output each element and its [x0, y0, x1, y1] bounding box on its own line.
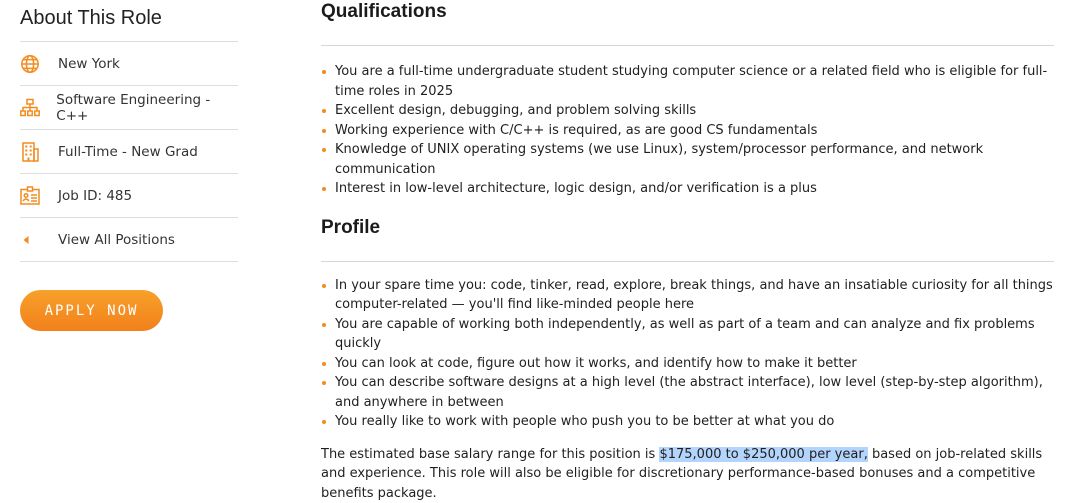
- sidebar-item-label: Software Engineering - C++: [56, 92, 238, 124]
- sidebar-item-job-id: [20, 174, 238, 218]
- list-item: You are a full-time undergraduate student studying computer science or a related field who is eligible for full-time roles in 2025: [321, 62, 1054, 101]
- apply-now-button[interactable]: APPLY NOW: [20, 290, 163, 331]
- sidebar: [20, 0, 238, 262]
- divider: [321, 45, 1054, 46]
- sidebar-item-label: Job ID: 485: [58, 188, 132, 204]
- list-item: You can describe software designs at a high level (the abstract interface), low level (step-by-step algorithm), and anywhere in between: [321, 373, 1054, 412]
- list-item: Excellent design, debugging, and problem solving skills: [321, 101, 1054, 121]
- list-item: Knowledge of UNIX operating systems (we use Linux), system/processor performance, and network communication: [321, 140, 1054, 179]
- globe-icon: [20, 54, 58, 74]
- profile-title: Profile: [321, 216, 1054, 240]
- profile-list: [321, 276, 1054, 432]
- id-badge-icon: [20, 186, 58, 206]
- list-item: You really like to work with people who push you to be better at what you do: [321, 412, 1054, 432]
- sidebar-title: About This Role: [20, 0, 238, 42]
- salary-paragraph: [321, 445, 1054, 503]
- list-item: In your spare time you: code, tinker, read, explore, break things, and have an insatiable curiosity for all things computer-related — you'll find like-minded people here: [321, 276, 1054, 315]
- view-all-positions-link[interactable]: [20, 218, 238, 262]
- org-chart-icon: [20, 98, 56, 118]
- qualifications-title: Qualifications: [321, 0, 1054, 24]
- caret-left-icon: [20, 230, 58, 250]
- sidebar-item-department: [20, 86, 238, 130]
- sidebar-item-employment-type: [20, 130, 238, 174]
- divider: [321, 261, 1054, 262]
- salary-text-before: The estimated base salary range for this position is: [321, 447, 659, 462]
- salary-text-after: based on job-related skills and experience. This role will also be eligible for discretionary performance-based bonuses and a competitive benefits package.: [321, 447, 1042, 501]
- sidebar-item-label: New York: [58, 56, 120, 72]
- sidebar-item-label: Full-Time - New Grad: [58, 144, 198, 160]
- list-item: Working experience with C/C++ is required, as are good CS fundamentals: [321, 121, 1054, 141]
- main-content: [321, 0, 1054, 503]
- sidebar-item-label: View All Positions: [58, 232, 175, 248]
- building-icon: [20, 142, 58, 162]
- sidebar-item-location: [20, 42, 238, 86]
- qualifications-list: [321, 62, 1054, 199]
- list-item: You can look at code, figure out how it works, and identify how to make it better: [321, 354, 1054, 374]
- salary-range-highlight: $175,000 to $250,000 per year,: [659, 447, 867, 462]
- list-item: You are capable of working both independently, as well as part of a team and can analyze and fix problems quickly: [321, 315, 1054, 354]
- list-item: Interest in low-level architecture, logic design, and/or verification is a plus: [321, 179, 1054, 199]
